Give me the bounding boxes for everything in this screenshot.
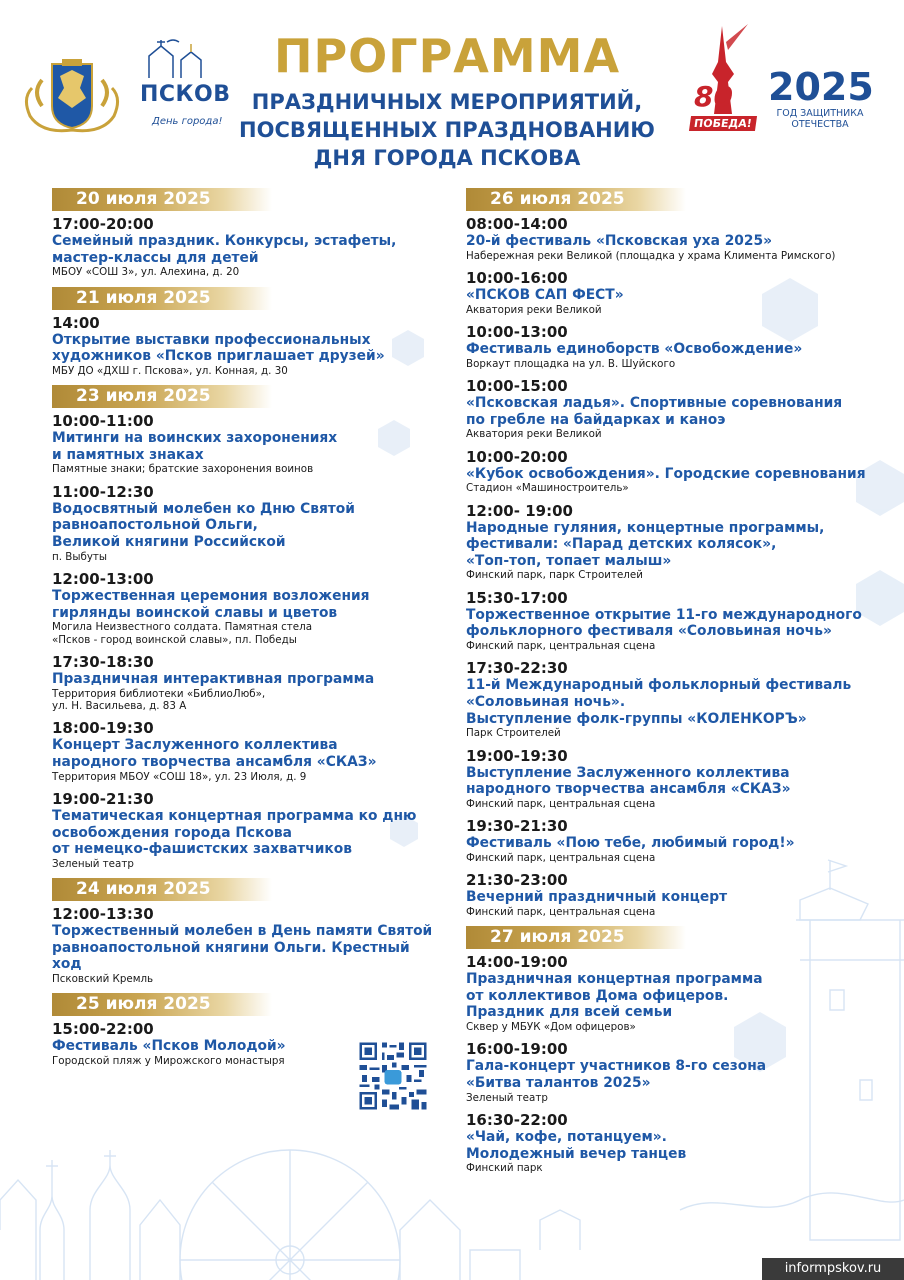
event-place-line: Зеленый театр [466,1091,548,1104]
event-title-line: Фестиваль «Псков Молодой» [52,1038,286,1055]
day-section [52,188,442,279]
event-time: 14:00-19:00 [466,953,568,972]
date-banner [52,385,272,408]
event-time: 17:30-18:30 [52,652,154,671]
event-time: 12:00-13:00 [52,569,154,588]
schedule-event [466,872,866,918]
event-place-line: Финский парк, парк Строителей [466,569,643,582]
page-subtitle [220,88,674,172]
event-title-line: Фестиваль единоборств «Освобождение» [466,341,803,357]
event-title-line: Митинги на воинских захоронениях [52,430,338,447]
event-title-line: «Топ-топ, топает малыш» [466,552,672,569]
event-title-line: Тематическая концертная программа ко дню [52,807,417,824]
event-title-line: Торжественный молебен в День памяти Святой [52,923,433,940]
date-label: 27 июля 2025 [490,927,625,948]
schedule-event [52,413,442,476]
event-time: 12:00-13:30 [52,905,154,924]
event-title-line: «ПСКОВ САП ФЕСТ» [466,287,624,303]
event-time: 10:00-20:00 [466,447,568,466]
event-title-line: равноапостольной княгини Ольги. Крестный ход [52,939,410,973]
event-title-line: и памятных знаках [52,446,204,463]
schedule-event [466,590,866,653]
schedule-event [52,484,442,563]
event-place-line: Набережная реки Великой (площадка у храма Климента Римского) [466,249,836,262]
year-2025-logo [768,66,872,130]
date-banner [52,188,272,211]
day-section [466,188,866,918]
right-schedule-column [466,188,866,1183]
day-section [52,385,442,870]
event-time: 16:00-19:00 [466,1040,568,1059]
event-title-line: Концерт Заслуженного коллектива [52,737,338,754]
schedule-event [466,1041,866,1104]
schedule-event [52,216,442,279]
event-title-line: Праздник для всей семьи [466,1004,673,1021]
event-title-line: Фестиваль «Пою тебе, любимый город!» [466,835,795,852]
header [0,0,904,180]
victory-80-word: ПОБЕДА! [689,116,757,131]
schedule-event [466,1112,866,1175]
day-section [466,926,866,1174]
pskov-logo-text: ПСКОВ [140,82,231,107]
event-place-line: Сквер у МБУК «Дом офицеров» [466,1020,636,1033]
event-title-line: Торжественное открытие 11-го международного [466,606,862,623]
event-title-line: Водосвятный молебен ко Дню Святой [52,500,355,517]
event-place-line: Могила Неизвестного солдата. Памятная стела [52,621,313,634]
event-time: 10:00-16:00 [466,269,568,287]
event-title-line: Торжественная церемония возложения [52,587,370,604]
event-title-line: по гребле на байдарках и каноэ [466,411,726,428]
left-schedule-column [52,188,442,1075]
year-2025-caption: ГОД ЗАЩИТНИКА [776,108,864,119]
event-place-line: Парк Строителей [466,727,561,740]
event-title-line: «Соловьиная ночь». [466,693,626,710]
schedule-event [466,503,866,582]
event-title-line: «Кубок освобождения». Городские соревнования [466,465,866,482]
date-label: 21 июля 2025 [76,287,211,308]
event-title-line: Гала-концерт участников 8-го сезона [466,1058,767,1075]
subtitle-line: ПРАЗДНИЧНЫХ МЕРОПРИЯТИЙ, [251,90,643,114]
event-time: 19:00-21:30 [52,789,154,808]
event-place-line: Финский парк, центральная сцена [466,797,656,810]
schedule-event [52,906,442,985]
event-title-line: от немецко-фашистских захватчиков [52,841,352,858]
event-title-line: «Чай, кофе, потанцуем». [466,1128,667,1145]
watermark: informpskov.ru [762,1258,904,1280]
event-place-line: Финский парк, центральная сцена [466,851,656,864]
event-place-line: ул. Н. Васильева, д. 83 А [52,699,187,712]
schedule-event [52,654,442,712]
event-place-line: Акватория реки Великой [466,303,602,316]
event-time: 17:00-20:00 [52,215,154,233]
schedule-event [52,720,442,783]
victory-80-number: 80 [694,80,733,113]
event-place-line: п. Выбуты [52,550,108,563]
event-title-line: Праздничная интерактивная программа [52,670,375,687]
schedule-event [466,449,866,495]
date-label: 25 июля 2025 [76,994,211,1015]
event-place-line: Финский парк, центральная сцена [466,905,656,918]
schedule-event [466,270,866,316]
event-place-line: Территория МБОУ «СОШ 18», ул. 23 Июля, д. 9 [52,770,307,783]
schedule-event [466,378,866,441]
date-label: 26 июля 2025 [490,189,625,209]
day-section [52,878,442,985]
event-time: 19:00-19:30 [466,746,568,765]
date-banner [52,878,272,901]
date-banner [466,926,686,949]
schedule-event [466,748,866,811]
event-title-line: гирлянды воинской славы и цветов [52,604,338,621]
event-time: 15:30-17:00 [466,588,568,607]
date-label: 23 июля 2025 [76,386,211,407]
event-title-line: народного творчества ансамбля «СКАЗ» [52,753,377,770]
date-label: 20 июля 2025 [76,189,211,209]
event-title-line: Праздничная концертная программа [466,971,763,988]
event-title-line: Народные гуляния, концертные программы, [466,519,825,536]
event-place-line: Зеленый театр [52,857,134,870]
event-time: 21:30-23:00 [466,871,568,890]
schedule-event [52,571,442,646]
year-2025-caption: ОТЕЧЕСТВА [791,119,849,130]
event-title-line: художников «Псков приглашает друзей» [52,348,385,365]
schedule-event [52,791,442,870]
event-time: 10:00-11:00 [52,412,154,431]
event-time: 16:30-22:00 [466,1110,568,1129]
subtitle-line: ДНЯ ГОРОДА ПСКОВА [313,146,581,170]
event-place-line: Воркаут площадка на ул. В. Шуйского [466,357,676,370]
event-title-line: Великой княгини Российской [52,533,286,550]
event-time: 10:00-15:00 [466,377,568,395]
event-title-line: Выступление фолк-группы «КОЛЕНКОРЪ» [466,710,807,727]
event-title-line: Вечерний праздничный концерт [466,889,728,906]
schedule-event [466,818,866,864]
qr-code-icon [357,1040,429,1112]
event-title-line: Семейный праздник. Конкурсы, эстафеты, [52,233,397,249]
event-time: 14:00 [52,313,100,332]
event-title-line: мастер-классы для детей [52,249,259,266]
event-title-line: освобождения города Пскова [52,824,292,841]
event-title-line: народного творчества ансамбля «СКАЗ» [466,781,791,798]
event-time: 10:00-13:00 [466,323,568,341]
event-time: 12:00- 19:00 [466,501,573,520]
event-place-line: Финский парк [466,1162,543,1175]
date-banner [52,287,272,310]
event-time: 17:30-22:30 [466,659,568,678]
date-banner [466,188,686,211]
event-time: 19:30-21:30 [466,817,568,836]
event-place-line: МБУ ДО «ДХШ г. Пскова», ул. Конная, д. 30 [52,364,288,377]
event-place-line: Псковский Кремль [52,972,154,985]
event-title-line: «Псковская ладья». Спортивные соревнования [466,395,843,411]
event-place-line: Памятные знаки; братские захоронения воинов [52,463,314,476]
event-place-line: Стадион «Машиностроитель» [466,482,629,495]
schedule-event [466,954,866,1033]
event-time: 18:00-19:30 [52,719,154,738]
page-title: ПРОГРАММА [273,29,621,83]
event-place-line: Финский парк, центральная сцена [466,639,656,652]
pskov-logo-subtext: День города! [152,116,223,127]
event-place-line: Акватория реки Великой [466,428,602,441]
event-title-line: 20-й фестиваль «Псковская уха 2025» [466,233,773,249]
schedule-event [466,216,866,262]
event-title-line: Молодежный вечер танцев [466,1145,687,1162]
event-title-line: «Битва талантов 2025» [466,1074,651,1091]
schedule-event [466,660,866,739]
schedule-event [52,315,442,378]
schedule-event [466,324,866,370]
event-place-line: МБОУ «СОШ 3», ул. Алехина, д. 20 [52,266,240,279]
date-label: 24 июля 2025 [76,879,211,900]
event-title-line: от коллективов Дома офицеров. [466,987,729,1004]
date-banner [52,993,272,1016]
event-time: 08:00-14:00 [466,215,568,233]
event-time: 15:00-22:00 [52,1020,154,1039]
event-place-line: Городской пляж у Мирожского монастыря [52,1054,285,1067]
event-time: 11:00-12:30 [52,482,154,501]
event-place-line: «Псков - город воинской славы», пл. Победы [52,633,297,646]
event-title-line: Открытие выставки профессиональных [52,331,371,348]
coat-of-arms-icon [22,58,122,134]
event-title-line: фестивали: «Парад детских колясок», [466,536,777,553]
event-title-line: Выступление Заслуженного коллектива [466,764,790,781]
event-title-line: фольклорного фестиваля «Соловьиная ночь» [466,623,832,640]
event-title-line: равноапостольной Ольги, [52,517,258,534]
year-2025-number: 2025 [768,65,874,109]
subtitle-line: ПОСВЯЩЕННЫХ ПРАЗДНОВАНИЮ [239,118,655,142]
event-title-line: 11-й Международный фольклорный фестиваль [466,677,852,694]
day-section [52,287,442,378]
event-place-line: Территория библиотеки «БиблиоЛюб», [52,687,266,700]
